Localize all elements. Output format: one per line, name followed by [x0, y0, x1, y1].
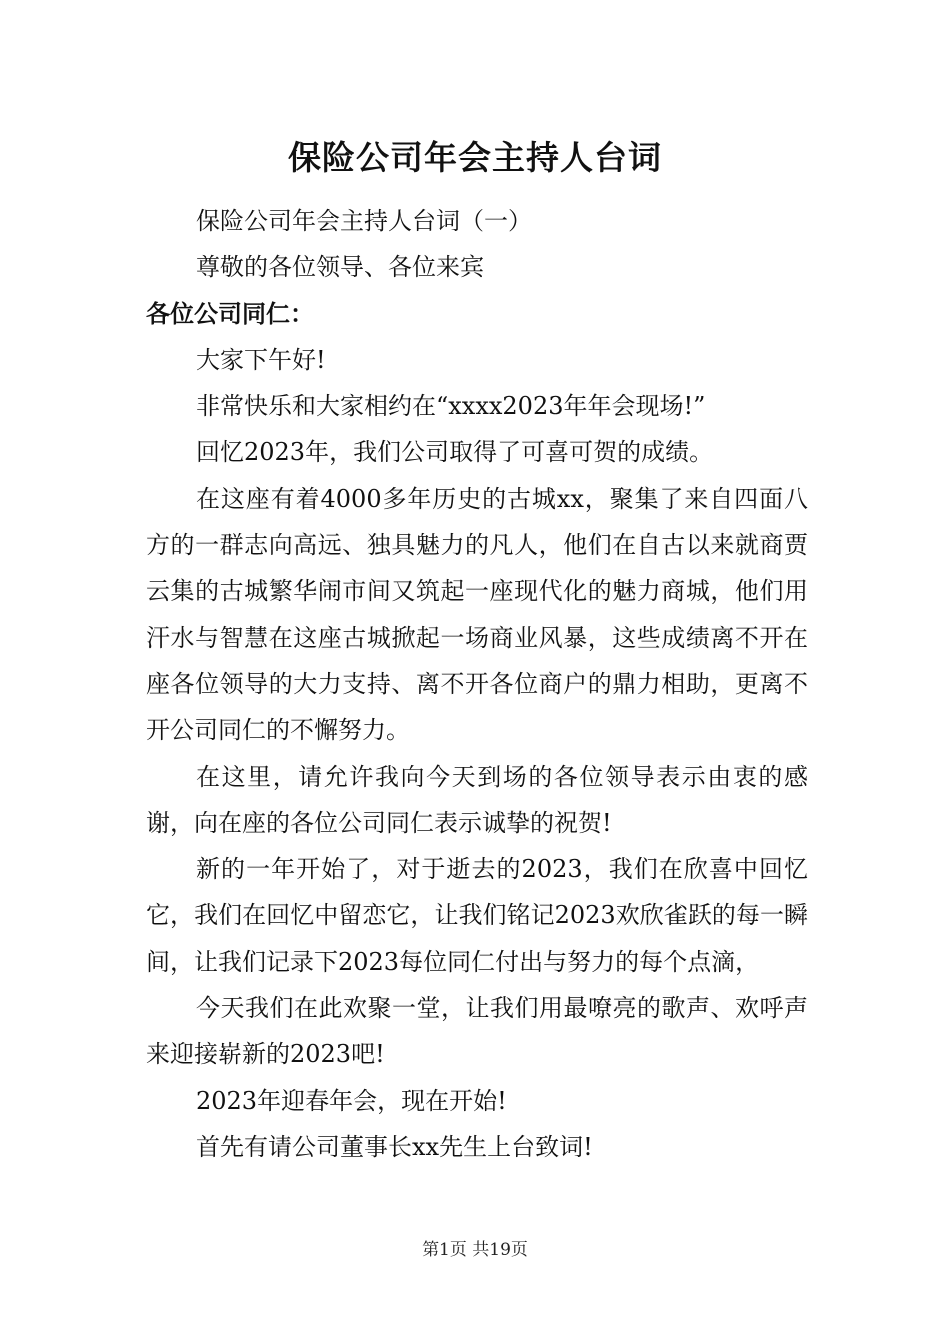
page-number-footer: 第1页 共19页	[422, 1240, 528, 1260]
paragraph-5: 非常快乐和大家相约在“xxxx2023年年会现场!”	[196, 392, 706, 421]
paragraph-12: 首先有请公司董事长xx先生上台致词!	[196, 1132, 593, 1161]
document-title: 保险公司年会主持人台词	[288, 138, 662, 177]
paragraph-8: 在这里，请允许我向今天到场的各位领导表示由衷的感谢，向在座的各位公司同仁表示诚挚的祝贺!	[146, 762, 808, 837]
paragraph-4: 大家下午好!	[196, 345, 326, 374]
paragraph-2: 尊敬的各位领导、各位来宾	[196, 253, 484, 282]
paragraph-9: 新的一年开始了，对于逝去的2023，我们在欣喜中回忆它，我们在回忆中留恋它，让我们铭记2023欢欣雀跃的每一瞬间，让我们记录下2023每位同仁付出与努力的每个点滴，	[146, 855, 808, 976]
paragraph-7: 在这座有着4000多年历史的古城xx，聚集了来自四面八方的一群志向高远、独具魅力的凡人，他们在自古以来就商贾云集的古城繁华闹市间又筑起一座现代化的魅力商城，他们用汗水与智慧在这座古城掀起一场商业风暴，这些成绩离不开在座各位领导的大力支持、离不开各位商户的鼎力相助，更离不开公司同仁的不懈努力。	[146, 484, 808, 745]
paragraph-3: 各位公司同仁：	[146, 298, 314, 328]
paragraph-11: 2023年迎春年会，现在开始!	[196, 1086, 507, 1115]
paragraph-1: 保险公司年会主持人台词（一）	[196, 207, 532, 235]
paragraph-10: 今天我们在此欢聚一堂，让我们用最嘹亮的歌声、欢呼声来迎接崭新的2023吧!	[146, 994, 808, 1069]
paragraph-6: 回忆2023年，我们公司取得了可喜可贺的成绩。	[196, 438, 714, 467]
document-body	[146, 198, 808, 1170]
